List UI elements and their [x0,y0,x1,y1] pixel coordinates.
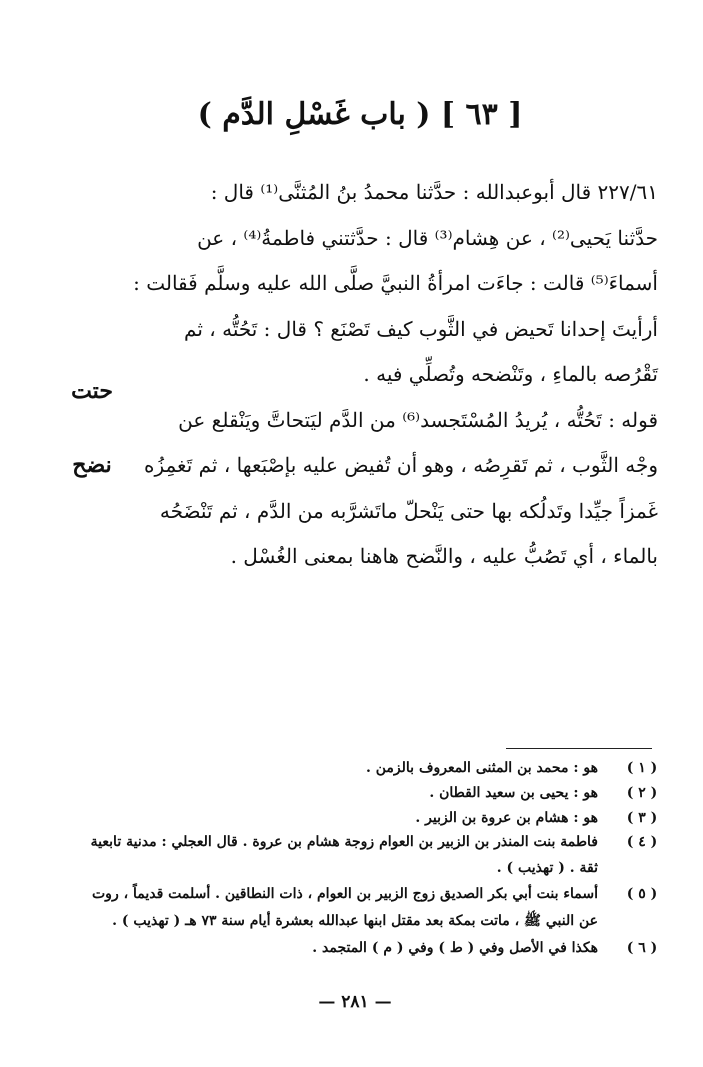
footnote [60,828,660,886]
footnote-text: فاطمة بنت المنذر بن الزبير بن العوام زوجة هشام بن عروة . قال العجلي : مدنية تابعية [90,834,598,850]
hadith-line: ٢٢٧/٦١ قال أبوعبدالله : حدَّثنا محمدُ بنُ المُثنَّى⁽¹⁾ قال : [210,180,658,204]
footnote-text: هو : هشام بن عروة بن الزبير . [415,810,598,826]
footnote-number: ( ٥ ) [626,886,658,902]
footnote-text: عن النبي ﷺ ، ماتت بمكة بعد مقتل ابنها عبدالله بعشرة أيام سنة ٧٣ هـ ( تهذيب ) . [112,913,598,929]
footnote-number: ( ١ ) [626,760,658,776]
footnote-number: ( ٦ ) [626,940,658,956]
commentary-line: غَمزاً جيِّدا وتَدلُكه بها حتى يَنْحلّ ماتَشرَّبه من الدَّم ، ثم تَنْضَحُه [159,498,658,523]
commentary-line: قوله : تَحُتُّه ، يُريدُ المُسْتَجسد⁽⁶⁾ من الدَّم ليَتحاتَّ ويَنْقلع عن [178,407,658,432]
footnote-text: هو : محمد بن المثنى المعروف بالزمن . [366,760,598,776]
footnote [60,934,660,963]
footnote-number: ( ٣ ) [626,810,658,826]
margin-keyword: حتت [71,378,113,404]
footnote [60,880,660,938]
hadith-text [128,170,658,580]
commentary-line: وجْه الثَّوب ، ثم تَقرِصُه ، وهو أن تُفيض عليه بإصْبَعها ، ثم تَغمِزُه [143,453,658,477]
footnote-text: ثقة . ( تهذيب ) . [496,860,598,876]
footnote-number: ( ٢ ) [626,785,658,801]
hadith-line: تَقْرُصه بالماءِ ، وتَنْضحه وتُصلِّي فيه . [363,362,658,386]
margin-keyword: نضح [72,452,112,478]
footnote-text: هكذا في الأصل وفي ( ط ) وفي ( م ) المتجمد . [312,940,598,956]
hadith-line: أرأيتَ إحدانا تَحيض في الثَّوب كيف تَصْنَع ؟ قال : تَحُتُّه ، ثم [184,316,658,341]
commentary-line: بالماء ، أي تَصُبُّ عليه ، والنَّضح هاهنا بمعنى الغُسْل . [230,544,658,568]
footnote-text: هو : يحيى بن سعيد القطان . [429,785,598,801]
footnote-number: ( ٤ ) [626,834,658,850]
page-number: — ٢٨١ — [318,992,392,1012]
hadith-line: حدَّثنا يَحيى⁽²⁾ ، عن هِشام⁽³⁾ قال : حدَّثتني فاطمةُ⁽⁴⁾ ، عن [197,225,658,250]
hadith-line: أسماءَ⁽⁵⁾ قالت : جاءَت امرأةُ النبيَّ صلَّى الله عليه وسلَّم فَقالت : [133,271,658,295]
chapter-title: [ ٦٣ ] ( باب غَسْلِ الدَّم ) [197,97,523,132]
footnote-divider [506,748,652,749]
footnote-text: أسماء بنت أبي بكر الصديق زوج الزبير بن العوام ، ذات النطاقين . أسلمت قديماً ، روت [92,886,598,902]
